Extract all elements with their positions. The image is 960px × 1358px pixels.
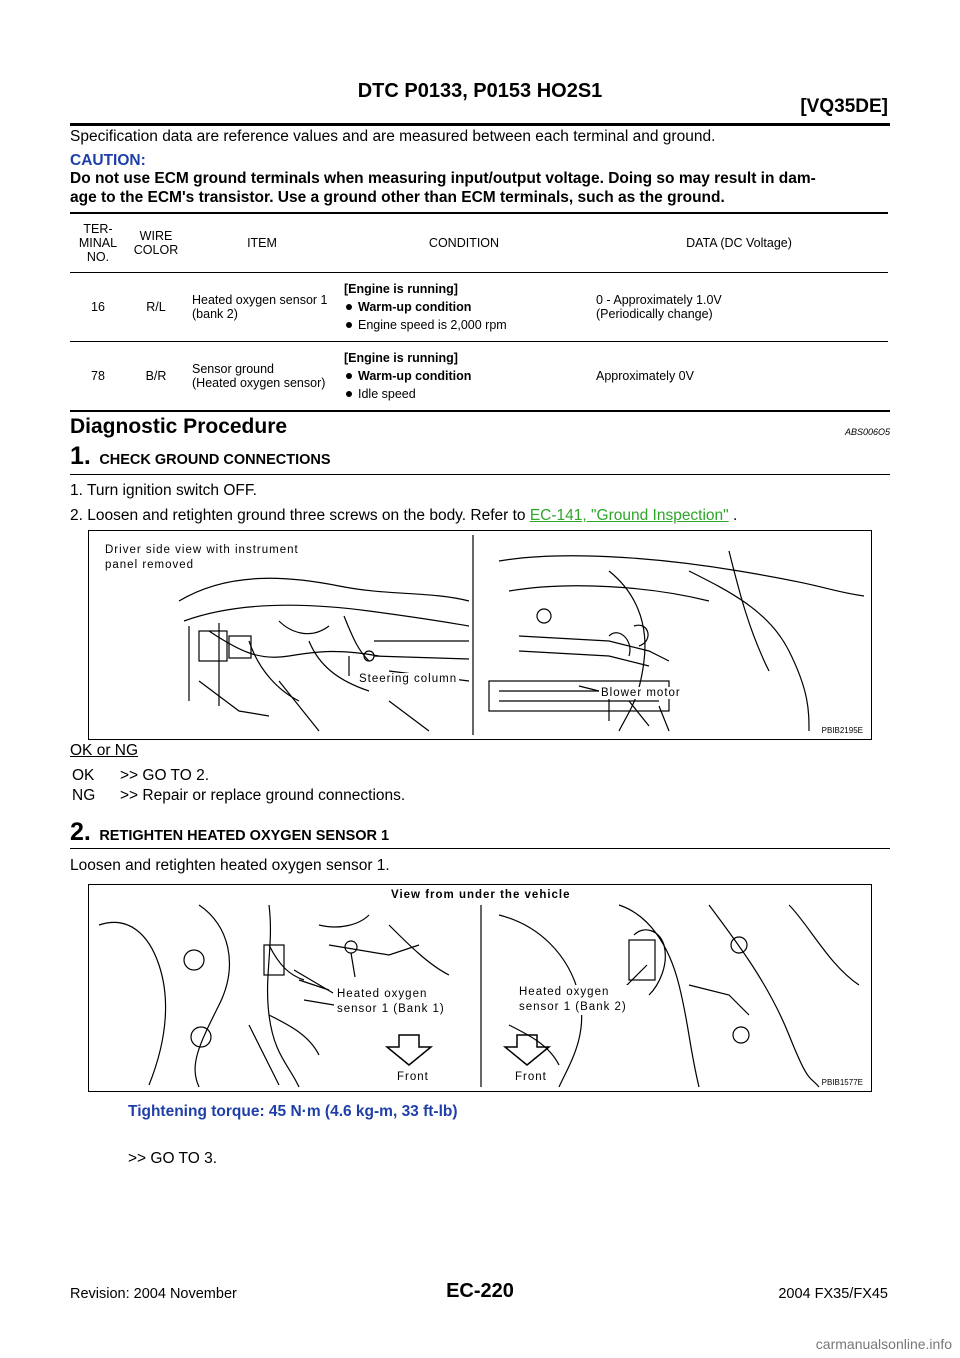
cell-condition [338,342,590,411]
front-label-left: Front [397,1071,429,1083]
bullet-icon [346,304,352,310]
header-data: DATA (DC Voltage) [590,213,888,273]
ground-inspection-link[interactable]: EC-141, "Ground Inspection" [529,507,729,524]
ok-row: OK >> GO TO 2. [72,767,210,784]
step-2-line-1: Loosen and retighten heated oxygen sensor 1. [70,857,390,874]
oxygen-sensor-figure [88,884,872,1092]
step-1-header [70,442,331,471]
cell-item: Heated oxygen sensor 1 (bank 2) [186,273,338,342]
bank-2-sensor-label: Heated oxygen sensor 1 (Bank 2) [519,986,627,1013]
procedure-ref: ABS006O5 [844,427,890,437]
step-2-title: RETIGHTEN HEATED OXYGEN SENSOR 1 [99,828,390,844]
procedure-heading: Diagnostic Procedure [70,415,288,438]
cell-terminal: 16 [70,273,126,342]
terminal-spec-table [70,212,888,411]
figure-1-code: PBIB2195E [821,726,863,735]
step-2-goto: >> GO TO 3. [128,1150,218,1167]
table-bottom-rule [70,410,890,412]
condition-item: Warm-up condition [344,369,584,383]
step-1-line-2: 2. Loosen and retighten ground three screws on the body. Refer to EC-141, "Ground Inspection" . [70,507,738,524]
step-2-number: 2. [70,818,91,846]
steering-column-label: Steering column [359,673,458,685]
ground-screws-figure [88,530,872,740]
condition-heading: [Engine is running] [344,282,458,296]
bank-1-sensor-label: Heated oxygen sensor 1 (Bank 1) [337,988,445,1015]
figure-2-caption: View from under the vehicle [391,889,571,901]
table-row [70,273,888,342]
page-title: DTC P0133, P0153 HO2S1 [357,80,603,102]
cell-wire: R/L [126,273,186,342]
step-2-header [70,818,389,847]
condition-item: Idle speed [344,387,584,401]
caution-line-2: age to the ECM's transistor. Use a ground other than ECM terminals, such as the ground. [70,189,725,206]
header-wire-color: WIRE COLOR [126,213,186,273]
bullet-icon [346,322,352,328]
step-1-rule [70,474,890,475]
header-terminal: TER- MINAL NO. [70,213,126,273]
figure-1-caption: Driver side view with instrument panel removed [105,544,299,571]
cell-wire: B/R [126,342,186,411]
bullet-icon [346,373,352,379]
tightening-torque: Tightening torque: 45 N·m (4.6 kg-m, 33 ft-lb) [128,1103,458,1120]
header-condition: CONDITION [338,213,590,273]
front-label-right: Front [515,1071,547,1083]
bullet-icon [346,391,352,397]
step-1-title: CHECK GROUND CONNECTIONS [99,452,331,468]
cell-data: Approximately 0V [590,342,888,411]
header-rule [70,123,890,126]
condition-item: Warm-up condition [344,300,584,314]
page-number: EC-220 [446,1280,514,1302]
watermark: carmanualsonline.info [815,1336,952,1352]
table-row [70,342,888,411]
condition-heading: [Engine is running] [344,351,458,365]
step-1-line-1: 1. Turn ignition switch OFF. [70,482,257,499]
blower-motor-label: Blower motor [601,687,681,699]
ok-or-ng-label: OK or NG [70,742,139,759]
caution-line-1: Do not use ECM ground terminals when measuring input/output voltage. Doing so may result in dam- [70,170,816,187]
step-1-number: 1. [70,442,91,470]
ng-row: NG >> Repair or replace ground connections. [72,787,406,804]
revision-date: Revision: 2004 November [70,1286,237,1302]
cell-data: 0 - Approximately 1.0V (Periodically change) [590,273,888,342]
cell-terminal: 78 [70,342,126,411]
table-header-row [70,213,888,273]
cell-condition [338,273,590,342]
cell-item: Sensor ground (Heated oxygen sensor) [186,342,338,411]
header-item: ITEM [186,213,338,273]
intro-text: Specification data are reference values and are measured between each terminal and ground. [70,128,716,145]
caution-label: CAUTION: [70,152,146,169]
engine-model: [VQ35DE] [800,96,888,117]
step-2-rule [70,848,890,849]
figure-2-code: PBIB1577E [821,1078,863,1087]
oxygen-sensor-illustration [89,885,871,1091]
condition-item: Engine speed is 2,000 rpm [344,318,584,332]
vehicle-models: 2004 FX35/FX45 [778,1286,888,1302]
